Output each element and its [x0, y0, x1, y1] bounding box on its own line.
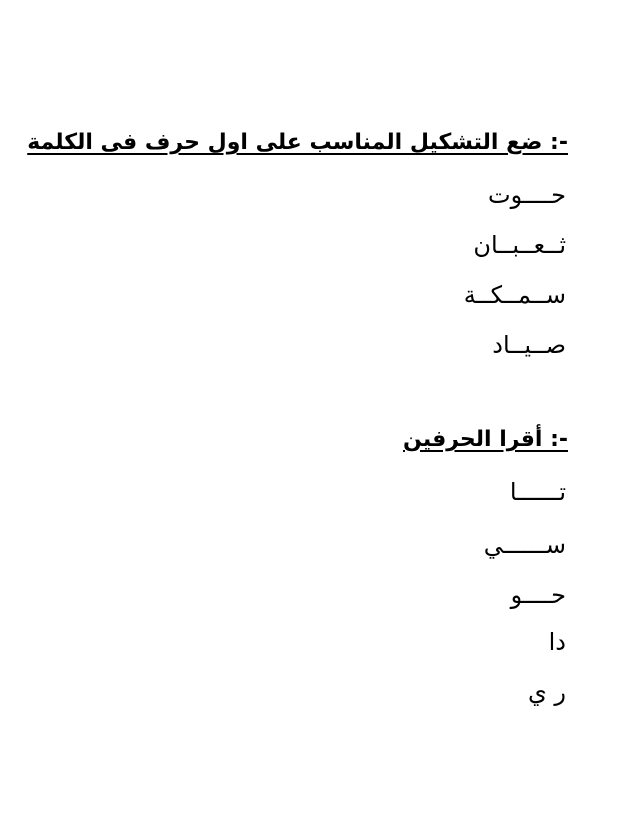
letter-pair-item: دا: [548, 628, 566, 656]
letter-pair-item: تــــــا: [509, 478, 566, 506]
instruction-heading-read-letters: -: أقرا الحرفين: [403, 427, 568, 452]
letter-pair-item: ر ي: [527, 678, 566, 706]
letter-pair-item: حــــو: [510, 581, 566, 609]
letter-pair-item: ســــــي: [483, 531, 566, 559]
word-item: حــــوت: [488, 181, 566, 209]
word-item: صــيــاد: [492, 331, 566, 359]
word-item: ثــعــبــان: [473, 231, 566, 259]
instruction-heading-diacritics: -: ضع التشكيل المناسب على اول حرف فى الكلمة: [27, 130, 568, 155]
word-item: ســمــكــة: [463, 281, 566, 309]
